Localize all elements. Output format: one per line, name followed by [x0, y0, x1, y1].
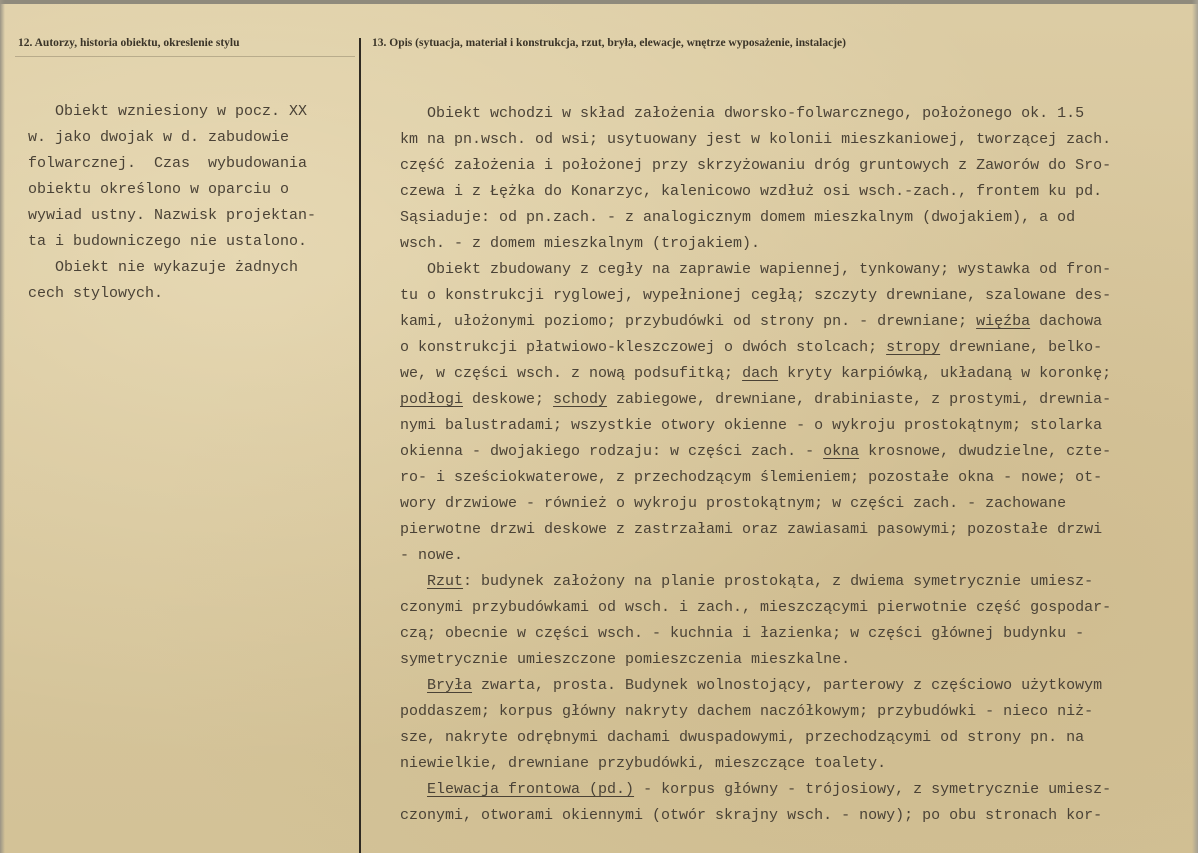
text-line: okienna - dwojakiego rodzaju: w części zach. - okna krosnowe, dwudzielne, czte- — [400, 443, 1112, 460]
term-bryla: Bryła — [427, 677, 473, 694]
text-line: ta i budowniczego nie ustalono. — [28, 233, 308, 250]
term-rzut: Rzut — [427, 573, 464, 590]
text-line: o konstrukcji płatwiowo-kleszczowej o dwóch stolcach; stropy drewniane, belko- — [400, 339, 1103, 356]
text-line: Bryła zwarta, prosta. Budynek wolnostojący, parterowy z częściowo użytkowym — [427, 677, 1103, 694]
text-line: wory drzwiowe - również o wykroju prostokątnym; w części zach. - zachowane — [400, 495, 1067, 512]
term-okna: okna — [823, 443, 860, 460]
text-line: czonymi przybudówkami od wsch. i zach., mieszczącymi pierwotnie część gospodar- — [400, 599, 1112, 616]
text-line: cech stylowych. — [28, 285, 164, 302]
section-12-header: 12. Autorzy, historia obiektu, okreslenie stylu — [18, 37, 240, 49]
text-line: podłogi deskowe; schody zabiegowe, drewniane, drabiniaste, z prostymi, drewnia- — [400, 391, 1112, 408]
authors-history-text — [28, 99, 340, 307]
term-wiezba: więźba — [976, 313, 1031, 330]
text-line: wsch. - z domem mieszkalnym (trojakiem). — [400, 235, 761, 252]
term-dach: dach — [742, 365, 779, 382]
text-line: we, w części wsch. z nową podsufitką; dach kryty karpiówką, układaną w koronkę; — [400, 365, 1112, 382]
text-line: poddaszem; korpus główny nakryty dachem naczółkowym; przybudówki - nieco niż- — [400, 703, 1094, 720]
scan-edge-top — [0, 0, 1198, 4]
text-line: nymi balustradami; wszystkie otwory okienne - o wykroju prostokątnym; stolarka — [400, 417, 1103, 434]
section-13-header: 13. Opis (sytuacja, materiał i konstrukcja, rzut, bryła, elewacje, wnętrze wyposażenie, instalacje) — [372, 37, 846, 49]
text-line: Obiekt zbudowany z cegły na zaprawie wapiennej, tynkowany; wystawka od fron- — [400, 261, 1112, 278]
text-line: Sąsiaduje: od pn.zach. - z analogicznym domem mieszkalnym (dwojakiem), a od — [400, 209, 1076, 226]
column-divider — [359, 38, 361, 853]
term-elewacja-frontowa: Elewacja frontowa (pd.) — [427, 781, 635, 798]
text-line: obiektu określono w oparciu o — [28, 181, 290, 198]
text-line: czonymi, otworami okiennymi (otwór skrajny wsch. - nowy); po obu stronach kor- — [400, 807, 1103, 824]
text-line: niewielkie, drewniane przybudówki, mieszczące toalety. — [400, 755, 887, 772]
text-line: km na pn.wsch. od wsi; usytuowany jest w kolonii mieszkaniowej, tworzącej zach. — [400, 131, 1112, 148]
term-podlogi: podłogi — [400, 391, 464, 408]
text-line: sze, nakryte odrębnymi dachami dwuspadowymi, przechodzącymi od strony pn. na — [400, 729, 1085, 746]
text-line: - nowe. — [400, 547, 464, 564]
text-line: symetrycznie umieszczone pomieszczenia mieszkalne. — [400, 651, 851, 668]
scan-edge-left — [0, 0, 5, 853]
text-line: w. jako dwojak w d. zabudowie — [28, 129, 290, 146]
text-line: wywiad ustny. Nazwisk projektan- — [28, 207, 317, 224]
description-text — [400, 101, 1170, 829]
text-line: Obiekt nie wykazuje żadnych — [28, 259, 299, 276]
text-line: Rzut: budynek założony na planie prostokąta, z dwiema symetrycznie umiesz- — [427, 573, 1094, 590]
text-line: ro- i sześciokwaterowe, z przechodzącym ślemieniem; pozostałe okna - nowe; ot- — [400, 469, 1103, 486]
header-rule — [15, 56, 355, 57]
scan-edge-right — [1192, 0, 1198, 853]
term-schody: schody — [553, 391, 608, 408]
term-stropy: stropy — [886, 339, 941, 356]
text-line: tu o konstrukcji ryglowej, wypełnionej cegłą; szczyty drewniane, szalowane des- — [400, 287, 1112, 304]
text-line: Obiekt wchodzi w skład założenia dworsko-folwarcznego, położonego ok. 1.5 — [400, 105, 1085, 122]
text-line: folwarcznej. Czas wybudowania — [28, 155, 308, 172]
text-line: część założenia i położonej przy skrzyżowaniu dróg gruntowych z Zaworów do Sro- — [400, 157, 1112, 174]
text-line: czą; obecnie w części wsch. - kuchnia i łazienka; w części głównej budynku - — [400, 625, 1085, 642]
text-line: Elewacja frontowa (pd.) - korpus główny - trójosiowy, z symetrycznie umiesz- — [427, 781, 1112, 798]
text-line: kami, ułożonymi poziomo; przybudówki od strony pn. - drewniane; więźba dachowa — [400, 313, 1103, 330]
text-line: czewa i z Łężka do Konarzyc, kalenicowo wzdłuż osi wsch.-zach., frontem ku pd. — [400, 183, 1103, 200]
text-line: Obiekt wzniesiony w pocz. XX — [28, 103, 308, 120]
text-line: pierwotne drzwi deskowe z zastrzałami oraz zawiasami pasowymi; pozostałe drzwi — [400, 521, 1103, 538]
